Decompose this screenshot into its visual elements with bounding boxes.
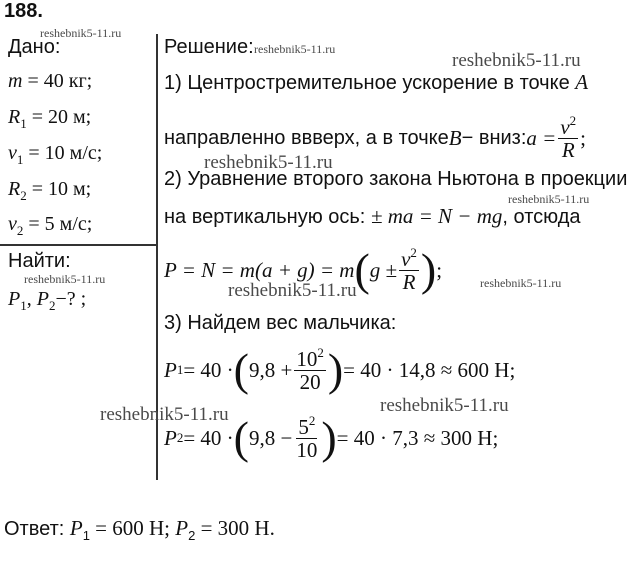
p2-fraction [294,414,319,462]
given-title: Дано: [8,36,61,58]
answer-symbol: P [175,516,189,540]
newton-equation: ± ma = N − mg [370,204,503,228]
solution-step2-line1: 2) Уравнение второго закона Ньютона в проекции [164,168,628,190]
watermark: reshebnik5-11.ru [40,26,122,40]
fraction-denominator: 20 [299,369,321,394]
point-a: A [575,70,589,94]
given-value: = 10 м; [26,178,92,200]
given-value: = 20 м; [26,106,92,128]
given-line-v2 [8,213,92,239]
watermark: reshebnik5-11.ru [254,42,336,56]
p1-calculation [164,342,515,398]
step2-text: на вертикальную ось: [164,206,371,228]
watermark: reshebnik5-11.ru [204,152,333,173]
given-symbol: m [8,70,23,92]
watermark: reshebnik5-11.ru [480,276,562,290]
step1-text: направленно ввверх, а в точке [164,126,449,149]
find-subscript: 2 [48,298,56,313]
given-value: = 40 кг; [22,70,93,92]
fraction-numerator: $v^2$ [401,244,417,271]
answer-subscript: 2 [188,528,196,543]
watermark: reshebnik5-11.ru [100,404,229,425]
answer-label: Ответ: [4,518,70,540]
formula-end: ; [436,257,443,282]
left-paren: ( [233,412,249,463]
right-paren: ) [420,244,437,295]
find-tail: −? ; [55,288,87,310]
p2-eq: = 40 · [183,425,234,450]
p1-symbol: P [164,357,177,382]
step1-text: 1) Центростремительное ускорение в точке [164,72,576,94]
watermark: reshebnik5-11.ru [452,50,581,71]
given-subscript: 1 [16,152,24,167]
p1-subscript: 1 [176,362,184,377]
given-find-divider [0,244,157,246]
step1-tail: − вниз: [461,126,527,149]
given-line-mass [8,70,92,93]
fraction-denominator: R [561,137,575,162]
accel-lhs: a = [526,125,557,150]
formula-inner: g ± [369,257,398,282]
formula-lhs: P = N = m(a + g) = m [164,257,355,282]
p2-inner: 9,8 − [249,425,293,450]
solution-step1-line1 [164,70,588,95]
given-symbol: R [8,106,21,128]
watermark: reshebnik5-11.ru [228,280,357,301]
given-value: = 10 м/с; [23,142,103,164]
given-symbol: v [8,142,17,164]
step2-tail: , отсюда [502,206,581,228]
find-symbol: P [8,288,21,310]
accel-end: ; [580,125,586,150]
fraction-denominator: 10 [296,437,318,462]
problem-number: 188. [4,0,43,22]
fraction-numerator: $v^2$ [560,112,577,139]
p2-result: = 40 · 7,3 ≈ 300 Н; [336,425,499,450]
watermark: reshebnik5-11.ru [24,272,106,286]
answer-subscript: 1 [82,528,90,543]
answer-value: = 600 Н; [89,516,176,540]
p2-subscript: 2 [176,430,184,445]
given-line-v1 [8,142,102,168]
p1-fraction [294,346,326,394]
answer-value: = 300 Н. [195,516,275,540]
given-symbol: R [8,178,21,200]
given-line-r2 [8,178,91,204]
p1-inner: 9,8 + [249,357,293,382]
given-subscript: 1 [20,116,27,131]
right-paren: ) [327,344,344,395]
solution-title: Решение: [164,36,254,58]
watermark: reshebnik5-11.ru [508,192,590,206]
left-paren: ( [354,244,370,295]
given-symbol: v [8,213,17,235]
answer-line [4,516,275,543]
fraction-denominator: R [402,269,416,294]
given-value: = 5 м/с; [23,213,93,235]
p1-result: = 40 · 14,8 ≈ 600 Н; [343,357,516,382]
find-subscript: 1 [20,298,27,313]
answer-symbol: P [69,516,83,540]
given-subscript: 2 [16,223,24,238]
p1-eq: = 40 · [183,357,234,382]
given-line-r1 [8,106,91,132]
watermark: reshebnik5-11.ru [380,395,509,416]
find-title: Найти: [8,250,71,272]
solution-step2-line2 [164,204,581,229]
given-subscript: 2 [20,188,27,203]
fraction-numerator: $5^2$ [298,412,316,439]
right-paren: ) [321,412,337,463]
fraction-numerator: $10^2$ [296,344,324,371]
find-symbol: P [36,288,49,310]
accel-fraction [558,114,578,162]
point-b: B [448,125,462,150]
find-line [8,288,86,314]
find-separator: , [26,288,37,310]
left-paren: ( [233,344,249,395]
p2-symbol: P [164,425,177,450]
formula-fraction [399,246,419,294]
solution-step3: 3) Найдем вес мальчика: [164,312,397,334]
